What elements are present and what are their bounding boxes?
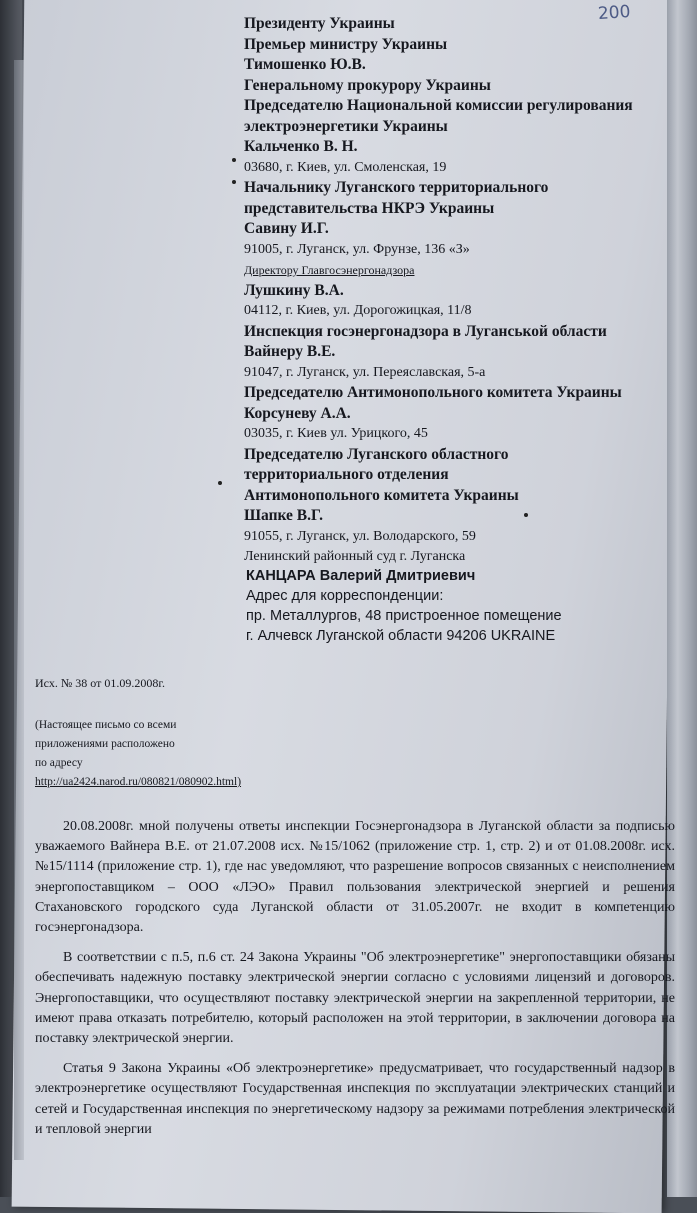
sender-name: КАНЦАРА Валерий Дмитриевич — [246, 568, 476, 584]
addressee-line: Инспекция госэнергонадзора в Луганськой области — [244, 322, 607, 340]
sender-address-line-2: г. Алчевск Луганской области 94206 UKRAINE — [246, 628, 556, 644]
note-line-2: приложениями расположено — [35, 738, 175, 750]
note-link[interactable]: http://ua2424.narod.ru/080821/080902.html) — [35, 776, 242, 788]
addressee-line: Ленинский районный суд г. Луганска — [244, 549, 466, 564]
margin-dot — [524, 513, 528, 517]
addressee-line: Премьер министру Украины — [244, 35, 448, 53]
addressee-line: 04112, г. Киев, ул. Дорогожицкая, 11/8 — [244, 303, 472, 318]
sender-block — [246, 566, 686, 646]
addressee-line: Генеральному прокурору Украины — [244, 76, 491, 94]
addressee-line: Председателю Луганского областного — [244, 445, 509, 463]
handwritten-page-number: 200 — [597, 1, 632, 25]
addressee-line: Вайнеру В.Е. — [244, 343, 336, 360]
margin-dot — [232, 158, 236, 162]
addressee-line: Лушкину В.А. — [244, 281, 344, 299]
addressee-block — [244, 14, 684, 568]
addressee-line: электроэнергетики Украины — [244, 117, 448, 135]
addressee-line: 91055, г. Луганск, ул. Володарского, 59 — [244, 528, 476, 544]
addressee-line: 03035, г. Киев ул. Урицкого, 45 — [244, 426, 428, 441]
addressee-line: Кальченко В. Н. — [244, 138, 358, 155]
addressee-line: Начальнику Луганского территориального — [244, 179, 549, 196]
addressee-line: Корсуневу А.А. — [244, 404, 351, 422]
addressee-line: 91005, г. Луганск, ул. Фрунзе, 136 «З» — [244, 241, 470, 257]
note-block — [35, 716, 241, 792]
addressee-line: Председателю Антимонопольного комитета Украины — [244, 384, 622, 401]
addressee-line: 03680, г. Киев, ул. Смоленская, 19 — [244, 159, 447, 175]
addressee-line: Директору Главгосэнергонадзора — [244, 263, 415, 277]
addressee-line: Антимонопольного комитета Украины — [244, 486, 519, 504]
sender-address-label: Адрес для корреспонденции: — [246, 588, 444, 604]
addressee-line: Шапке В.Г. — [244, 507, 323, 524]
margin-dot — [232, 180, 236, 184]
addressee-line: Тимошенко Ю.В. — [244, 56, 366, 73]
margin-dot — [218, 481, 222, 485]
addressee-line: 91047, г. Луганск, ул. Переяславская, 5-а — [244, 364, 486, 380]
body-paragraph-1: 20.08.2008г. мной получены ответы инспекции Госэнергонадзора в Луганской области за подписью уважаемого Вайнера В.Е. от 21.07.2008 исх. №15/1062 (приложение стр. 1, стр. 2) и от 01.08.2008г. исх. №15/1114 (приложение стр. 1), где нас уведомляют, что разрешение вопросов связанных с неисполнением энергопоставщиком – ООО «ЛЭО» Правил пользования электрической энергией и решения Стахановского городского суда Луганской области от 31.05.2007г. не входит в компетенцию госэнергонадзора. — [35, 819, 675, 936]
body-paragraph-3: Статья 9 Закона Украины «Об электроэнергетике» предусматривает, что государственный надзор в электроэнергетике осуществляют Государственная инспекция по эксплуатации электрических станций и сетей и Государственная инспекция по энергетическому надзору за режимами потребления электрической и тепловой энергии — [35, 1061, 675, 1137]
addressee-line: Савину И.Г. — [244, 220, 329, 237]
body-paragraph-2: В соответствии с п.5, п.6 ст. 24 Закона Украины "Об электроэнергетике" энергопоставщики обязаны обеспечивать надежную поставку электрической энергии согласно с условиями лицензий и договоров. Энергопоставщики, что осуществляют поставку электрической энергии на закрепленной территории, не имеют права отказать потребителю, который расположен на этой территории, в заключении договора на поставку электрической энергии. — [35, 950, 675, 1047]
addressee-line: территориального отделения — [244, 466, 449, 483]
note-line-3: по адресу — [35, 757, 83, 769]
addressee-line: Президенту Украины — [244, 15, 395, 32]
letter-body — [35, 817, 675, 1150]
outgoing-number: Исх. № 38 от 01.09.2008г. — [35, 676, 165, 690]
addressee-line: Председателю Национальной комиссии регулирования — [244, 97, 633, 114]
addressee-line: представительства НКРЭ Украины — [244, 199, 495, 217]
note-line-1: (Настоящее письмо со всеми — [35, 719, 177, 731]
sender-address-line-1: пр. Металлургов, 48 пристроенное помещение — [246, 608, 562, 624]
